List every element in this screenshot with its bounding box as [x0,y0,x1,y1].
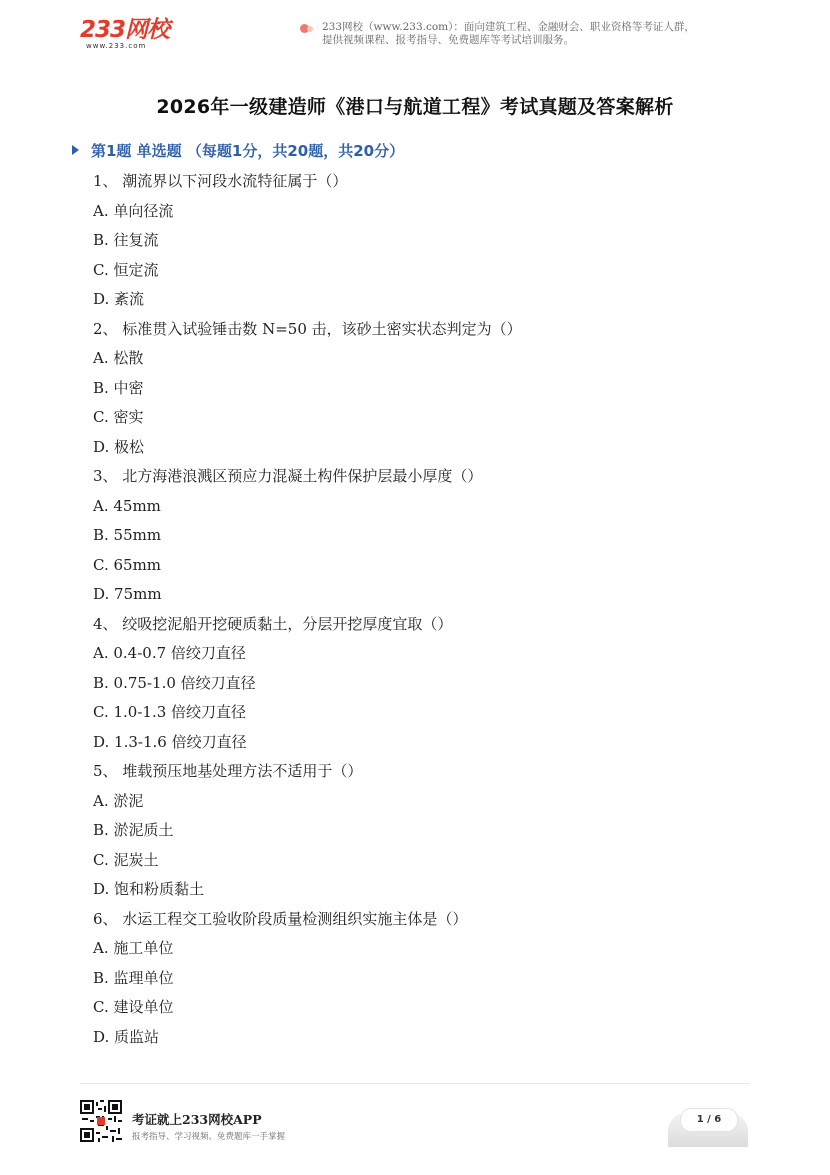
header-info [322,21,752,47]
answer-option: A. 单向径流 [93,201,174,220]
answer-option: A. 45mm [93,496,161,515]
question-text: 3、 北方海港浪溅区预应力混凝土构件保护层最小厚度（） [93,467,483,485]
answer-option: C. 建设单位 [93,998,174,1016]
header-info-line2: 提供视频课程、报考指导、免费题库等考试培训服务。 [322,34,574,46]
page-header [0,0,830,60]
document-title: 2026年一级建造师《港口与航道工程》考试真题及答案解析 [156,96,674,118]
answer-option: B. 往复流 [93,231,159,249]
question-text: 5、 堆载预压地基处理方法不适用于（） [93,762,363,780]
question-text: 1、 潮流界以下河段水流特征属于（） [93,172,348,190]
answer-option: A. 松散 [93,349,144,367]
answer-option: D. 紊流 [93,290,145,308]
answer-option: A. 施工单位 [93,939,174,957]
answer-option: C. 65mm [93,555,162,574]
answer-option: A. 0.4-0.7 倍绞刀直径 [93,644,246,662]
answer-option: B. 监理单位 [93,968,174,987]
answer-option: A. 淤泥 [93,791,144,810]
page-indicator [668,1105,748,1145]
brand-logo[interactable] [80,18,169,51]
answer-option: C. 恒定流 [93,260,159,279]
question-list [93,167,773,1052]
qr-code-icon [80,1100,122,1142]
section-title: 第1题 单选题 （每题1分，共20题，共20分） [91,142,405,160]
answer-option: C. 密实 [93,408,144,426]
logo-text: 233网校 [80,17,170,43]
answer-option: D. 质监站 [93,1027,160,1046]
logo-url: www.233.com [86,42,147,50]
answer-option: B. 淤泥质土 [93,821,174,839]
answer-option: D. 1.3-1.6 倍绞刀直径 [93,732,247,751]
section-heading [72,140,404,162]
chevron-right-icon [72,145,79,155]
question-text: 2、 标准贯入试验锤击数 N=50 击，该砂土密实状态判定为（） [93,319,522,338]
app-promo-title: 考证就上233网校APP [132,1112,262,1127]
page-number: 1 / 6 [680,1108,738,1132]
answer-option: D. 极松 [93,437,145,456]
header-info-line1: 233网校（www.233.com）：面向建筑工程、金融财会、职业资格等考证人群， [322,21,695,33]
answer-option: C. 1.0-1.3 倍绞刀直径 [93,703,247,721]
question-text: 6、 水运工程交工验收阶段质量检测组织实施主体是（） [93,909,468,928]
question-text: 4、 绞吸挖泥船开挖硬质黏土，分层开挖厚度宜取（） [93,614,453,633]
answer-option: D. 75mm [93,585,162,603]
answer-option: B. 0.75-1.0 倍绞刀直径 [93,673,256,692]
answer-option: B. 55mm [93,526,162,544]
app-promo-subtitle: 报考指导、学习视频、免费题库一手掌握 [132,1132,286,1142]
answer-option: B. 中密 [93,378,144,397]
answer-option: D. 饱和粉质黏土 [93,880,205,898]
header-dot-icon [300,24,314,33]
footer-divider [80,1083,750,1084]
answer-option: C. 泥炭土 [93,850,159,869]
